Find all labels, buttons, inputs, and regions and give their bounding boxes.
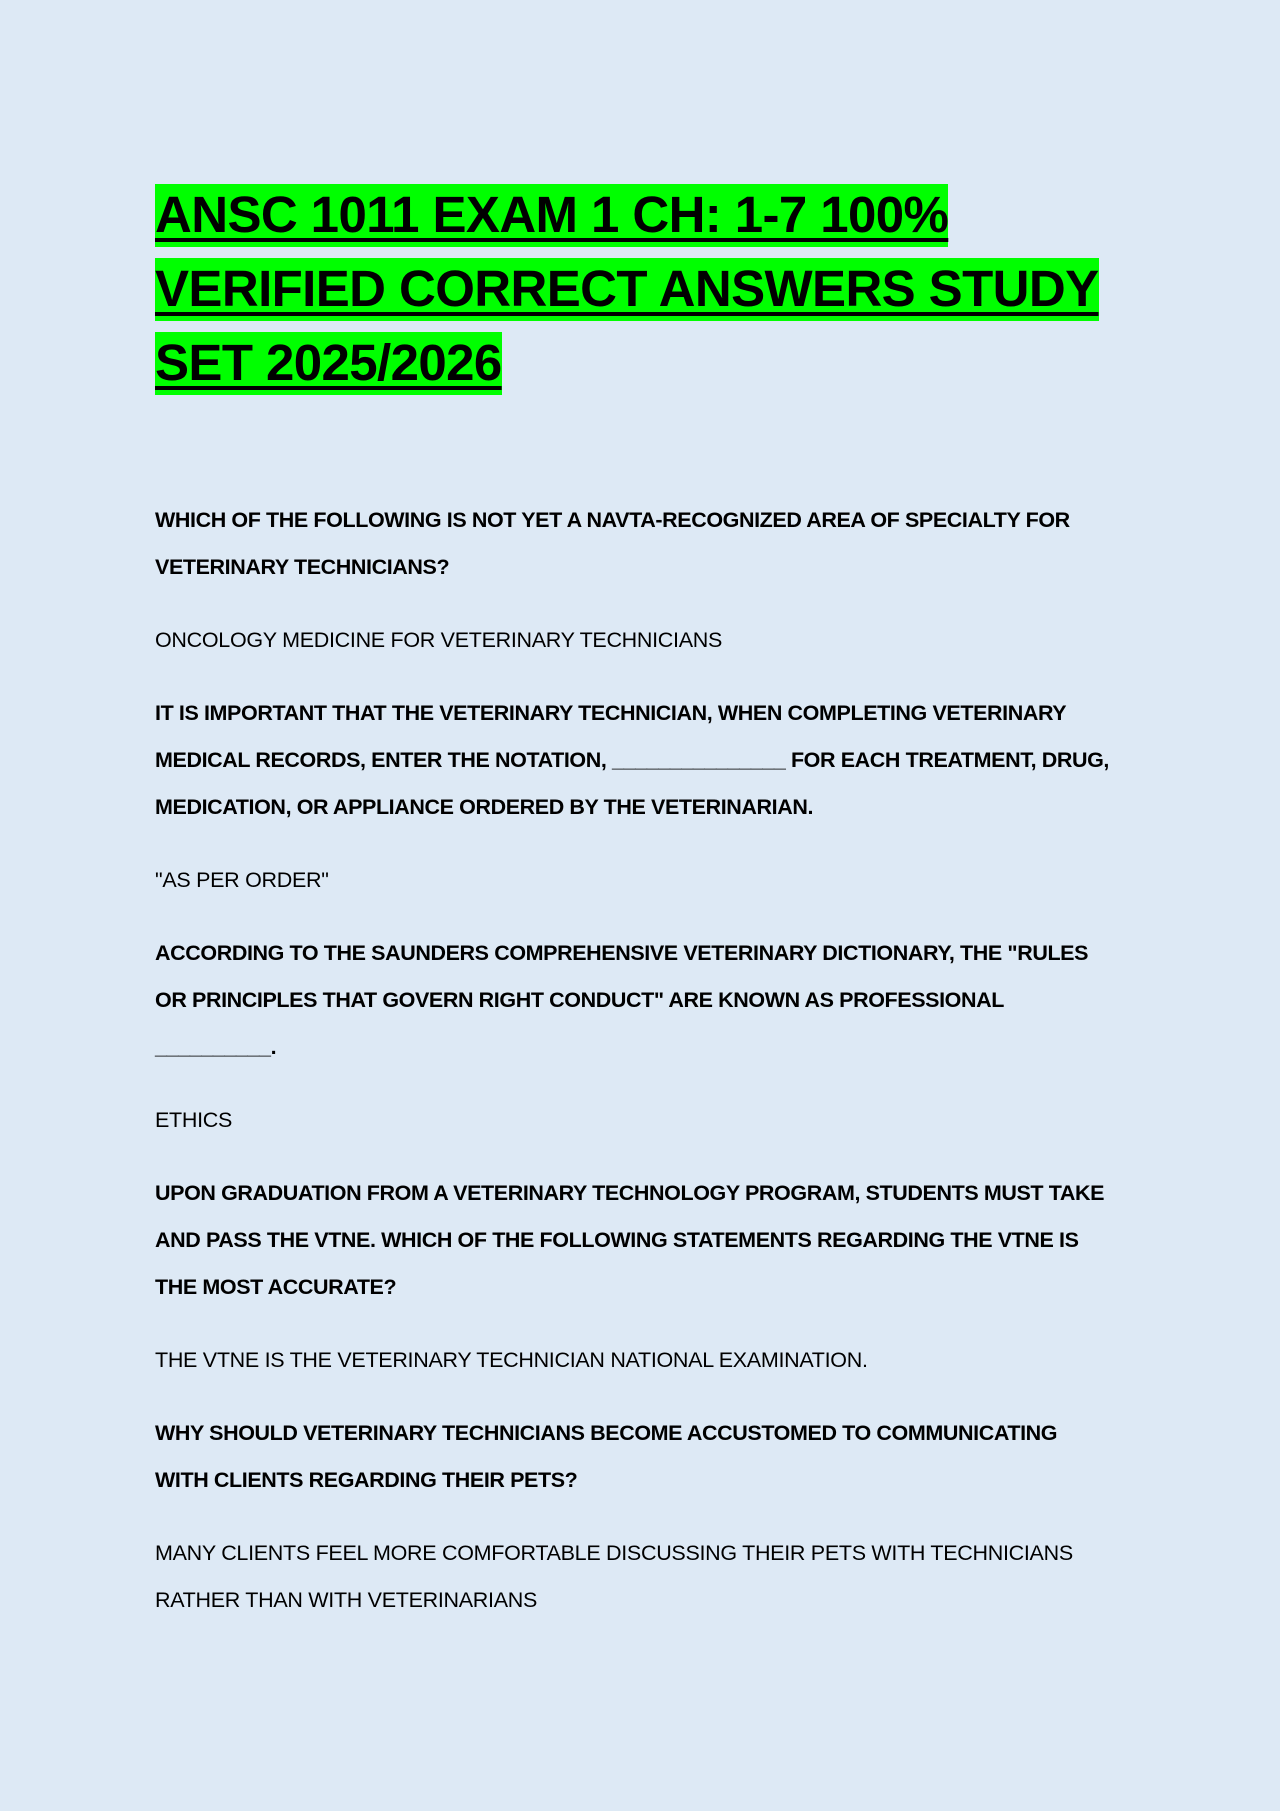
qa-item: [155, 1170, 1115, 1384]
question-text: IT IS IMPORTANT THAT THE VETERINARY TECHNICIAN, WHEN COMPLETING VETERINARY MEDICAL RECORDS, ENTER THE NOTATION, _______________ FOR EACH TREATMENT, DRUG, MEDICATION, OR APPLIANCE ORDERED BY THE VETERINARIAN.: [155, 701, 1110, 819]
document-title-text: ANSC 1011 EXAM 1 CH: 1-7 100% VERIFIED CORRECT ANSWERS STUDY SET 2025/2026: [155, 184, 1099, 395]
answer-text: MANY CLIENTS FEEL MORE COMFORTABLE DISCUSSING THEIR PETS WITH TECHNICIANS RATHER THAN WITH VETERINARIANS: [155, 1541, 1073, 1612]
answer-text: THE VTNE IS THE VETERINARY TECHNICIAN NATIONAL EXAMINATION.: [155, 1348, 868, 1372]
answer-text: "AS PER ORDER": [155, 868, 329, 892]
qa-item: [155, 690, 1115, 904]
qa-item: [155, 930, 1115, 1144]
question-text: WHY SHOULD VETERINARY TECHNICIANS BECOME ACCUSTOMED TO COMMUNICATING WITH CLIENTS REGARDING THEIR PETS?: [155, 1421, 1058, 1492]
answer-text: ONCOLOGY MEDICINE FOR VETERINARY TECHNICIANS: [155, 628, 723, 652]
qa-list: [155, 497, 1115, 1624]
answer-text: ETHICS: [155, 1108, 233, 1132]
document-page: [155, 178, 1115, 1650]
qa-item: [155, 497, 1115, 664]
question-text: ACCORDING TO THE SAUNDERS COMPREHENSIVE VETERINARY DICTIONARY, THE "RULES OR PRINCIPLES THAT GOVERN RIGHT CONDUCT" ARE KNOWN AS PROFESSIONAL __________.: [155, 941, 1089, 1059]
qa-item: [155, 1410, 1115, 1624]
question-text: WHICH OF THE FOLLOWING IS NOT YET A NAVTA-RECOGNIZED AREA OF SPECIALTY FOR VETERINARY TECHNICIANS?: [155, 508, 1070, 579]
question-text: UPON GRADUATION FROM A VETERINARY TECHNOLOGY PROGRAM, STUDENTS MUST TAKE AND PASS THE VTNE. WHICH OF THE FOLLOWING STATEMENTS REGARDING THE VTNE IS THE MOST ACCURATE?: [155, 1181, 1105, 1299]
document-title: [155, 178, 1115, 400]
